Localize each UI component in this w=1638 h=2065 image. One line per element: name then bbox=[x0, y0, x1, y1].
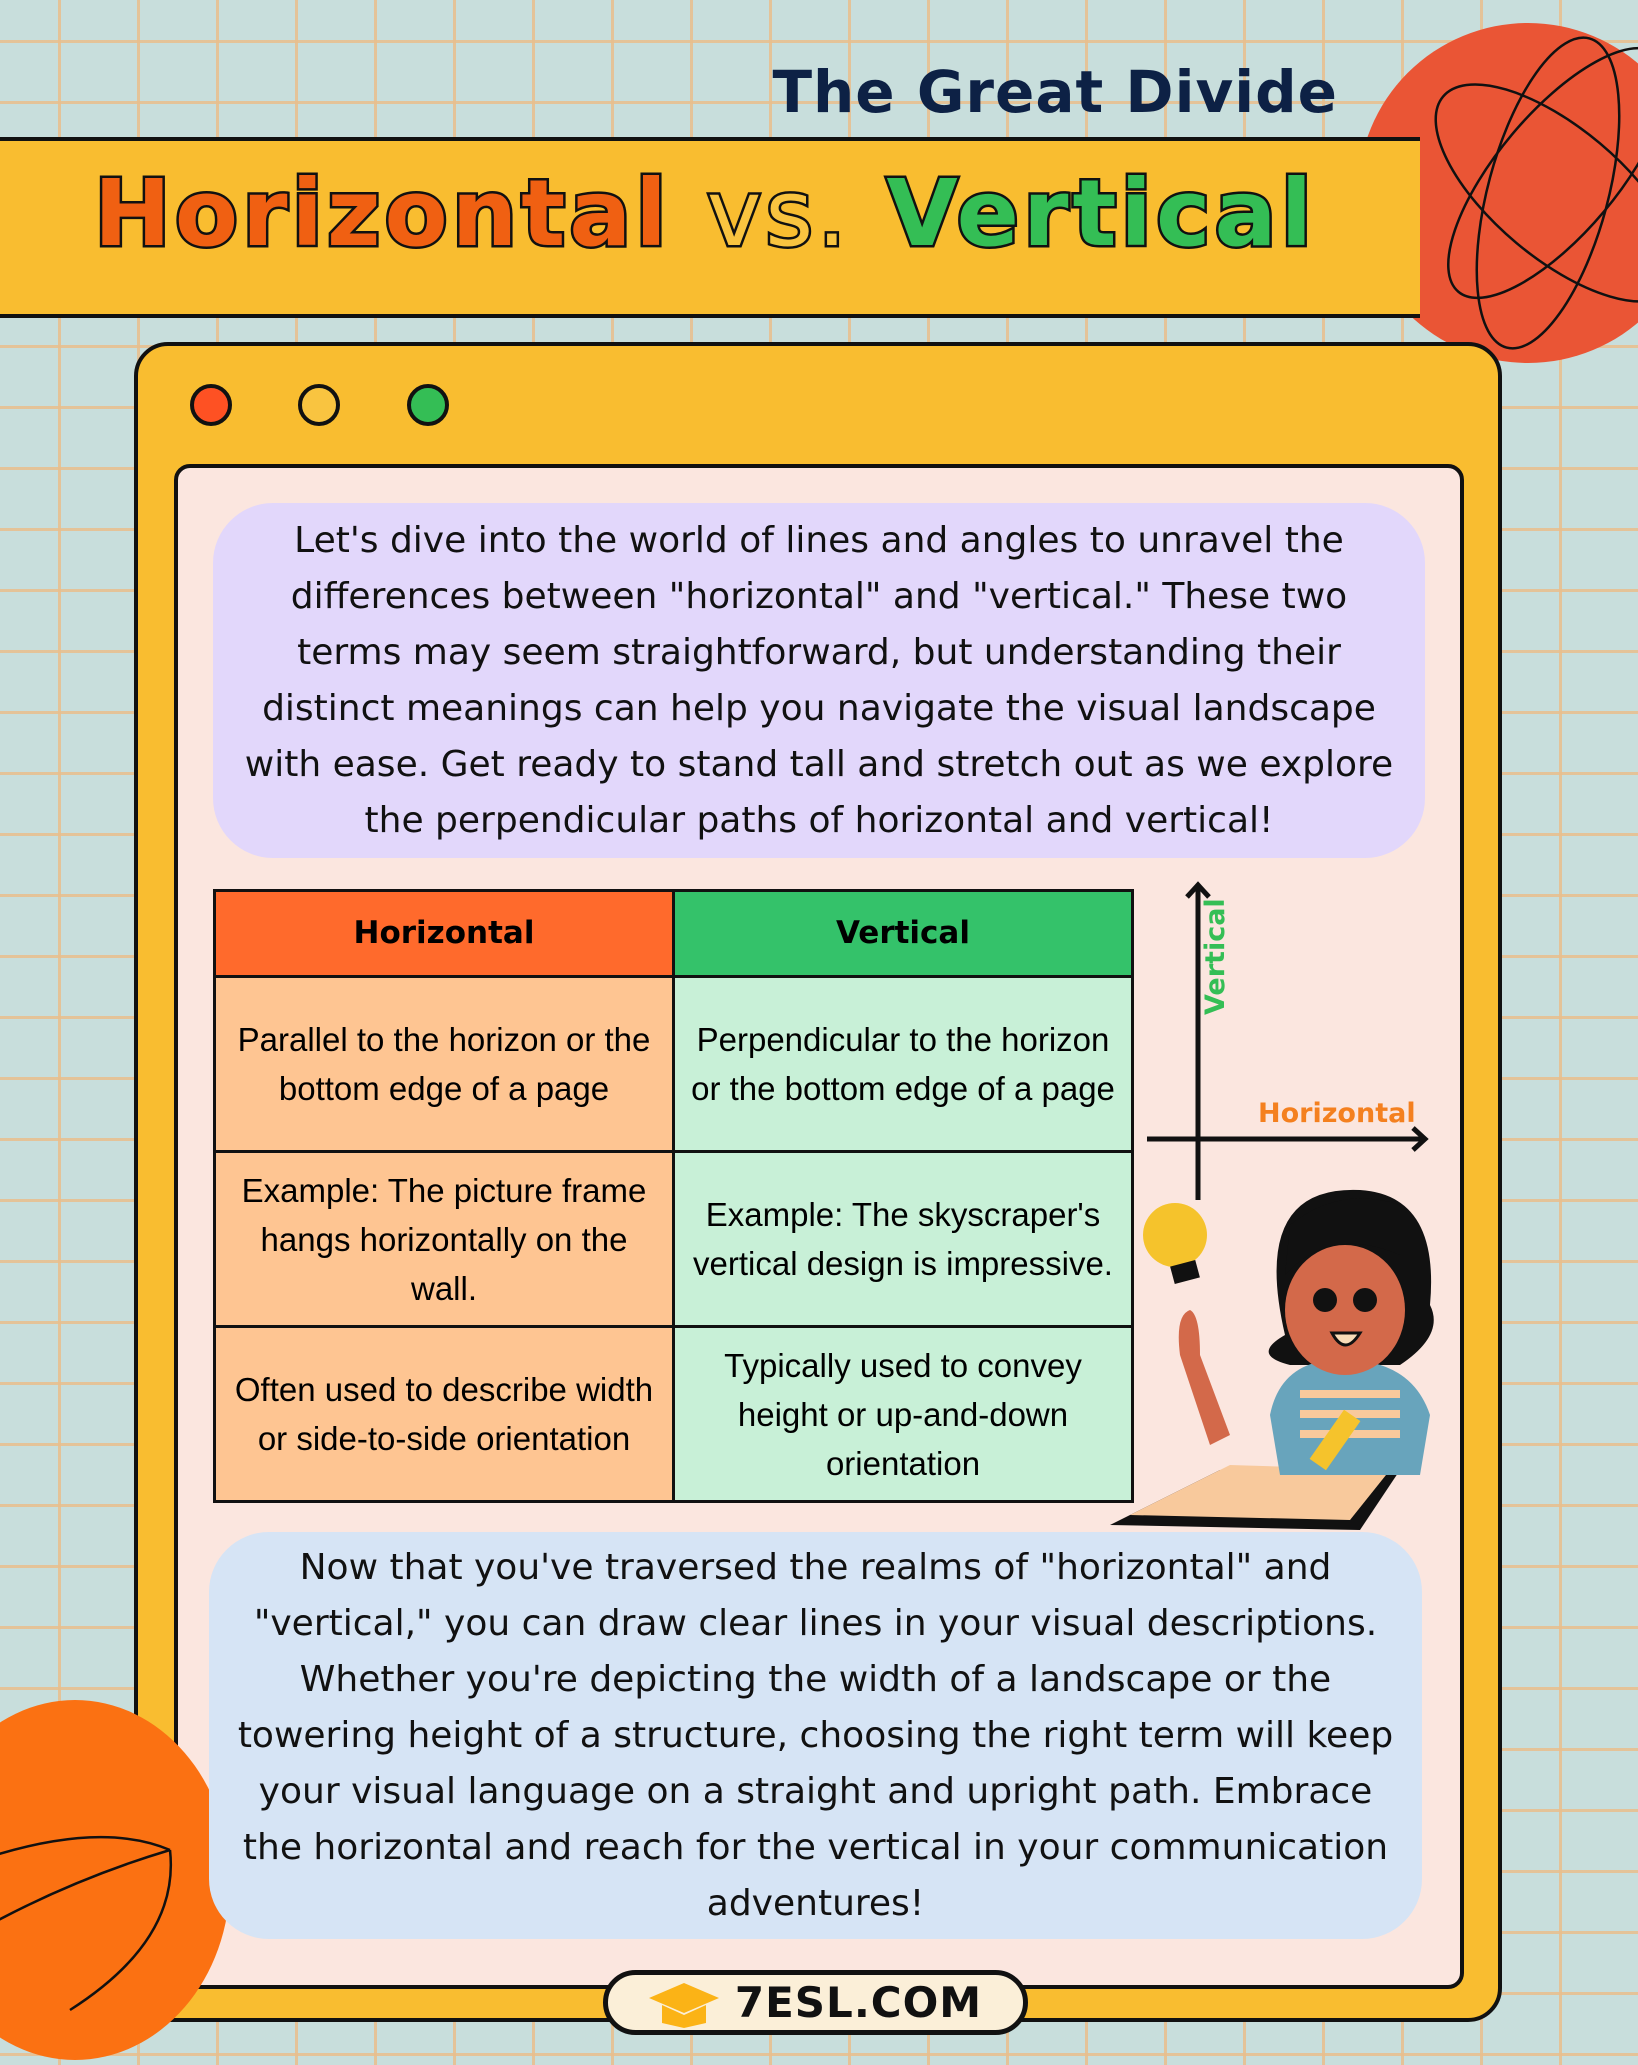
page-title bbox=[0, 160, 1410, 267]
girl-with-lightbulb-illustration bbox=[1100, 1185, 1460, 1535]
header-vertical: Vertical bbox=[674, 891, 1133, 977]
title-horizontal: Horizontal bbox=[93, 160, 671, 267]
window-dot-green bbox=[407, 384, 449, 426]
title-vertical: Vertical bbox=[886, 160, 1317, 267]
cell-vertical: Example: The skyscraper's vertical design is impressive. bbox=[674, 1152, 1133, 1327]
outro-text: Now that you've traversed the realms of "horizontal" and "vertical," you can draw clear lines in your visual descriptions. Whether you're depicting the width of a landscape or the towering height of a structure, choosing the right term will keep your visual language on a straight and upright path. Embrace the horizontal and reach for the vertical in your communication adventures! bbox=[209, 1532, 1422, 1939]
axes-diagram bbox=[1140, 875, 1440, 1215]
brand-logo[interactable] bbox=[603, 1970, 1028, 2035]
cell-horizontal: Example: The picture frame hangs horizontally on the wall. bbox=[215, 1152, 674, 1327]
comparison-table bbox=[213, 889, 1134, 1503]
graduation-cap-icon bbox=[649, 1978, 719, 2028]
decorative-circle-orange bbox=[0, 1700, 230, 2060]
intro-text: Let's dive into the world of lines and angles to unravel the differences between "horizontal" and "vertical." These two terms may seem straightforward, but understanding their distinct meanings can help you navigate the visual landscape with ease. Get ready to stand tall and stretch out as we explore the perpendicular paths of horizontal and vertical! bbox=[213, 503, 1425, 858]
subtitle: The Great Divide bbox=[772, 58, 1338, 126]
vertical-axis-label: Vertical bbox=[1200, 898, 1231, 1015]
cell-horizontal: Parallel to the horizon or the bottom edge of a page bbox=[215, 977, 674, 1152]
header-horizontal: Horizontal bbox=[215, 891, 674, 977]
table-header-row bbox=[215, 891, 1133, 977]
logo-text: 7ESL.COM bbox=[734, 1978, 983, 2027]
table-row bbox=[215, 1327, 1133, 1502]
cell-horizontal: Often used to describe width or side-to-side orientation bbox=[215, 1327, 674, 1502]
table-row bbox=[215, 1152, 1133, 1327]
cell-vertical: Typically used to convey height or up-and-down orientation bbox=[674, 1327, 1133, 1502]
horizontal-axis-label: Horizontal bbox=[1258, 1098, 1416, 1129]
window-dot-red bbox=[190, 384, 232, 426]
ball-lines-icon bbox=[0, 1700, 230, 2060]
title-vs: vs. bbox=[706, 160, 851, 267]
table-row bbox=[215, 977, 1133, 1152]
window-dot-yellow bbox=[298, 384, 340, 426]
cell-vertical: Perpendicular to the horizon or the bottom edge of a page bbox=[674, 977, 1133, 1152]
